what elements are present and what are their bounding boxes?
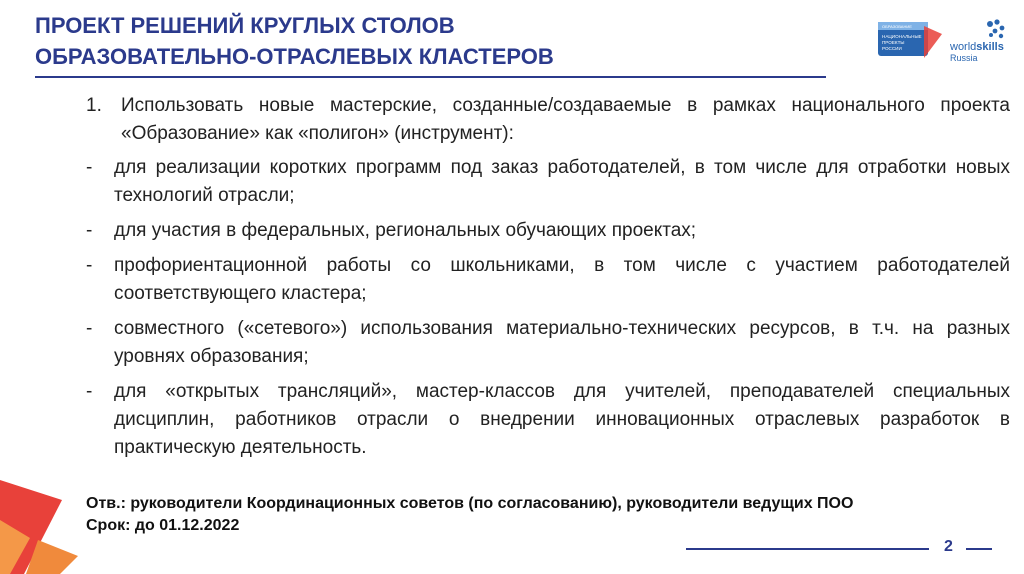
bullet-item: [86, 378, 1010, 462]
slide-title: [35, 10, 795, 72]
bullet-item: [86, 252, 1010, 308]
logo-left-line-1: ОБРАЗОВАНИЕ: [882, 24, 912, 29]
logo-skills-text: skills: [976, 41, 1004, 53]
deadline-text: Срок: до 01.12.2022: [86, 517, 240, 534]
bullet-item: [86, 217, 1010, 245]
footer-rule: [686, 548, 929, 550]
bullet-text: совместного («сетевого») использования материально-технических ресурсов, в т.ч. на разных уровнях образования;: [114, 318, 1010, 367]
logo-left-line-3: ПРОЕКТЫ: [882, 40, 905, 45]
bullet-text: для реализации коротких программ под заказ работодателей, в том числе для отработки новых технологий отрасли;: [114, 157, 1010, 206]
bullet-text: профориентационной работы со школьниками, в том числе с участием работодателей соответствующего кластера;: [114, 255, 1010, 304]
numbered-item-text: Использовать новые мастерские, созданные/создаваемые в рамках национального проекта «Образование» как «полигон» (инструмент):: [121, 95, 1010, 144]
logo-left-line-2: НАЦИОНАЛЬНЫЕ: [882, 34, 922, 39]
logo-left-line-4: РОССИИ: [882, 46, 902, 51]
worldskills-russia-logo: [944, 14, 1014, 70]
bullet-dash: -: [86, 220, 93, 241]
national-projects-logo: [876, 18, 944, 64]
slide-footer-notes: [86, 493, 1010, 537]
bullet-item: [86, 315, 1010, 371]
bullet-dash: -: [86, 255, 93, 276]
list-number: 1.: [86, 95, 102, 116]
bullet-item: [86, 154, 1010, 210]
page-number: 2: [944, 538, 953, 555]
title-line-2: ОБРАЗОВАТЕЛЬНО-ОТРАСЛЕВЫХ КЛАСТЕРОВ: [35, 44, 554, 69]
responsible-text: Отв.: руководители Координационных советов (по согласованию), руководители ведущих ПОО: [86, 495, 854, 512]
bullet-text: для «открытых трансляций», мастер-классов для учителей, преподавателей специальных дисциплин, работников отрасли о внедрении инновационных отраслевых разработок в практическую деятельность.: [114, 381, 1010, 458]
slide-body: [86, 92, 1010, 469]
svg-text:worldskills: [949, 41, 1004, 53]
worldskills-emblem-icon: [987, 19, 1004, 38]
corner-decoration: [0, 480, 90, 574]
bullet-dash: -: [86, 381, 93, 402]
logo-russia-text: Russia: [950, 53, 978, 63]
title-underline: [35, 76, 826, 78]
bullet-text: для участия в федеральных, региональных обучающих проектах;: [114, 220, 697, 241]
logo-world-text: world: [950, 41, 977, 53]
bullet-dash: -: [86, 157, 93, 178]
title-line-1: ПРОЕКТ РЕШЕНИЙ КРУГЛЫХ СТОЛОВ: [35, 13, 455, 38]
page-number-dash: [966, 548, 992, 550]
numbered-item-1: [86, 92, 1010, 148]
bullet-dash: -: [86, 318, 93, 339]
